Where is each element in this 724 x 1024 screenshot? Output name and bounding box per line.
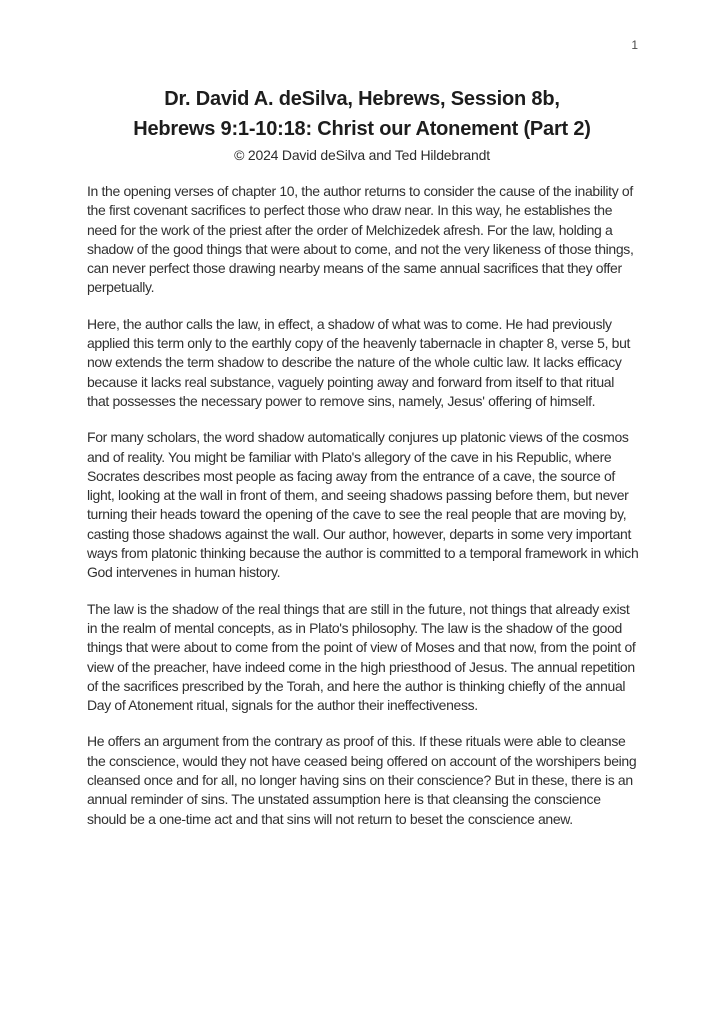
body-paragraph-5: He offers an argument from the contrary as proof of this. If these rituals were able to cleanse the conscience, would they not have ceased being offered on account of the worshipers being cleansed once and for all, no longer having sins on their conscience? But in these, there is an annual reminder of sins. The unstated assumption here is that cleansing the conscience should be a one-time act and that sins will not return to beset the conscience anew. — [87, 733, 637, 827]
title-line-1: Dr. David A. deSilva, Hebrews, Session 8b, — [164, 88, 560, 110]
body-paragraph-2: Here, the author calls the law, in effect, a shadow of what was to come. He had previously applied this term only to the earthly copy of the heavenly tabernacle in chapter 8, verse 5, but now extends the term shadow to describe the nature of the whole cultic law. It lacks efficacy because it lacks real substance, vaguely pointing away and forward from itself to that ritual that possesses the necessary power to remove sins, namely, Jesus' offering of himself. — [87, 315, 631, 409]
title-line-2: Hebrews 9:1-10:18: Christ our Atonement (Part 2) — [133, 118, 591, 140]
body-paragraph-4: The law is the shadow of the real things that are still in the future, not things that already exist in the realm of mental concepts, as in Plato's philosophy. The law is the shadow of the good things that were about to come from the point of view of Moses and that now, from the point of view of the preacher, have indeed come in the high priesthood of Jesus. The annual repetition of the sacrifices prescribed by the Torah, and here the author is thinking chiefly of the annual Day of Atonement ritual, signals for the author their ineffectiveness. — [87, 600, 636, 714]
document-header — [0, 0, 724, 163]
body-paragraph-1: In the opening verses of chapter 10, the author returns to consider the cause of the inability of the first covenant sacrifices to perfect those who draw near. In this way, he establishes the need for the work of the priest after the order of Melchizedek afresh. For the law, holding a shadow of the good things that were about to come, and not the very likeness of those things, can never perfect those drawing nearby means of the same annual sacrifices that they offer perpetually. — [87, 183, 634, 296]
document-body — [87, 182, 639, 829]
document-title — [0, 84, 724, 144]
page-number: 1 — [631, 38, 638, 52]
body-paragraph-3: For many scholars, the word shadow automatically conjures up platonic views of the cosmos and of reality. You might be familiar with Plato's allegory of the cave in his Republic, where Socrates describes most people as facing away from the entrance of a cave, the source of light, looking at the wall in front of them, and seeing shadows passing before them, but never turning their heads toward the opening of the cave to see the real people that are moving by, casting those shadows against the wall. Our author, however, departs in some very important ways from platonic thinking because the author is committed to a temporal framework in which God intervenes in human history. — [87, 429, 639, 581]
copyright-line: © 2024 David deSilva and Ted Hildebrandt — [234, 147, 490, 163]
